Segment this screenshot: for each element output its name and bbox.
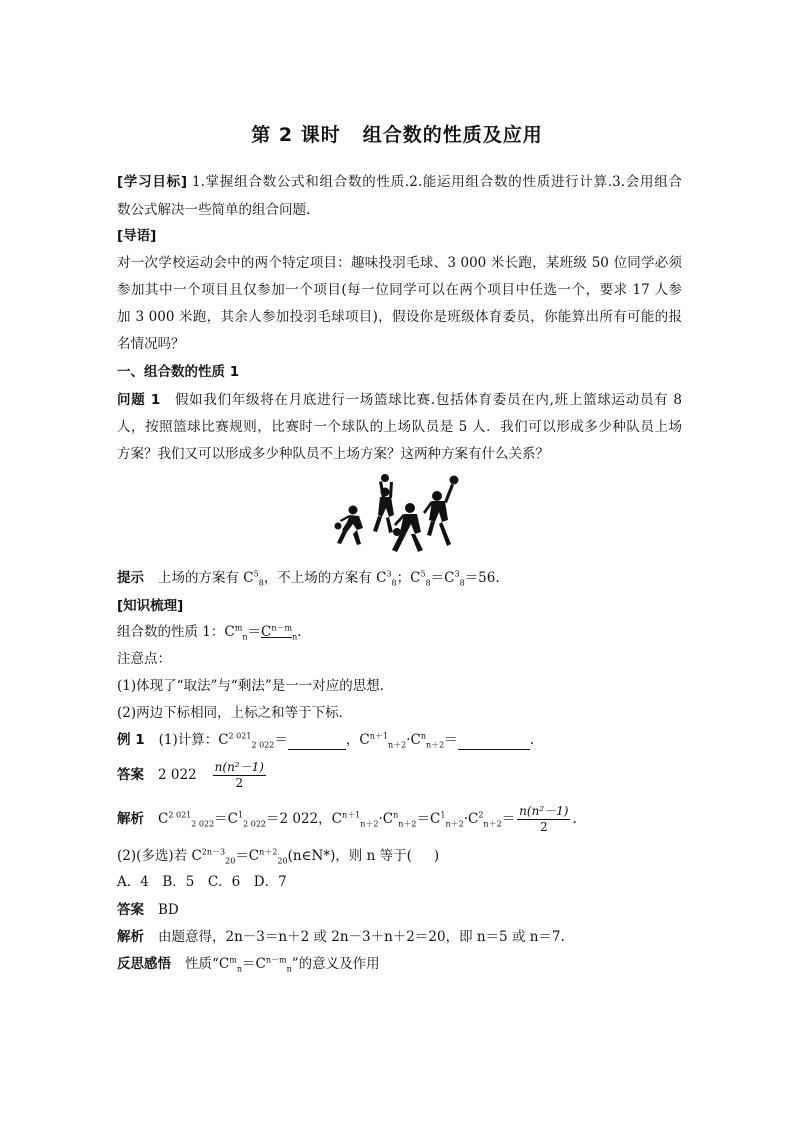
answer-label: 答案 — [117, 767, 144, 783]
notes-label: 注意点： — [117, 651, 171, 667]
lesson-topic: 组合数的性质及应用 — [362, 124, 543, 146]
example1-analysis-2: 解析 由题意得，2n－3＝n＋2 或 2n－3＋n＋2＝20，即 n＝5 或 n＝7. — [117, 929, 565, 945]
intro-line-4: 名情况吗？ — [117, 336, 185, 352]
answer-blank-1[interactable] — [288, 735, 346, 750]
knowledge-label: [知识梳理] — [117, 598, 184, 614]
property-1: 组合数的性质 1：$C^m_n=C^{n-m}_n$. — [117, 623, 302, 642]
example1-question-2: (2)(多选)若 $C^{2n-3}_{20}=C^{n+2}_{20}(n\in N*)$，则 n 等于( ) — [117, 847, 440, 866]
intro-label: [导语] — [117, 228, 157, 244]
intro-line-1: 对一次学校运动会中的两个特定项目：趣味投羽毛球、3 000 米长跑，某班级 50 位同学必须 — [117, 255, 682, 271]
basketball-players-illustration — [333, 470, 463, 556]
example1-analysis-1: 解析 $C^{2 021}_{2 022}=C^1_{2 022}=2$ 022，$C^{n+1}_{n+2}\cdot C^n_{n+2}=C^1_{n+2}\cdot C^2_{n+2}=$ $\frac{\text{n(n²－1)}}{2}$ . — [117, 804, 577, 834]
page-title — [0, 120, 794, 147]
note-2: (2)两边下标相同，上标之和等于下标． — [117, 705, 353, 721]
hint-label: 提示 — [117, 570, 144, 586]
note-1: (1)体现了“取法”与“剩法”是一一对应的思想． — [117, 678, 394, 694]
problem1-line-2: 人，按照篮球比赛规则，比赛时一个球队的上场队员是 5 人．我们可以形成多少种队员上场 — [117, 419, 682, 435]
analysis-label: 解析 — [117, 811, 144, 827]
lesson-number: 第 2 课时 — [251, 124, 341, 146]
intro-line-2: 参加其中一个项目且仅参加一个项目(每一位同学可以在两个项目中任选一个，要求 17 人参 — [117, 282, 682, 298]
objectives-text-2: 数公式解决一些简单的组合问题. — [117, 202, 311, 218]
example1-answer-1: 答案 2 022 $\frac{\text{n(n²－1)}}{2}$ — [117, 760, 264, 790]
example1-options: A．4 B．5 C．6 D．7 — [117, 874, 287, 890]
problem1-line-1: 问题 1 假如我们年级将在月底进行一场篮球比赛.包括体育委员在内,班上篮球运动员有 8 — [117, 392, 682, 408]
answer-blank-2[interactable] — [458, 735, 530, 750]
reflection-label: 反思感悟 — [117, 956, 171, 972]
intro-line-3: 加 3 000 米跑，其余人参加投羽毛球项目)，假设你是班级体育委员，你能算出所有可能的报 — [117, 309, 682, 325]
objectives-label: [学习目标] — [117, 174, 188, 190]
example1-answer-2: 答案 BD — [117, 902, 179, 918]
example1-question-1: 例 1 (1)计算：$C^{2 021}_{2 022}=$ ，$C^{n+1}_{n+2}\cdot C^n_{n+2}=$ . — [117, 731, 535, 750]
objectives-line-1 — [117, 172, 682, 192]
analysis-fraction: $\frac{\text{n(n²－1)}}{2}$ — [519, 804, 569, 834]
example1-label: 例 1 — [117, 732, 145, 748]
reflection-line: 反思感悟 性质“$C^m_n=C^{n-m}_n$”的意义及作用 — [117, 955, 380, 974]
problem1-label: 问题 1 — [117, 392, 161, 408]
objectives-text-1: 1.掌握组合数公式和组合数的性质.2.能运用组合数的性质进行计算.3.会用组合 — [192, 174, 682, 190]
section-heading: 一、组合数的性质 1 — [117, 364, 240, 380]
hint-line: 提示 上场的方案有 $C^5_8$，不上场的方案有 $C^3_8$；$C^5_8=C^3_8=56$. — [117, 569, 500, 588]
answer-fraction: $\frac{\text{n(n²－1)}}{2}$ — [214, 760, 264, 790]
objectives-line-2 — [117, 200, 682, 220]
problem1-line-3: 方案？我们又可以形成多少种队员不上场方案？这两种方案有什么关系？ — [117, 446, 549, 462]
